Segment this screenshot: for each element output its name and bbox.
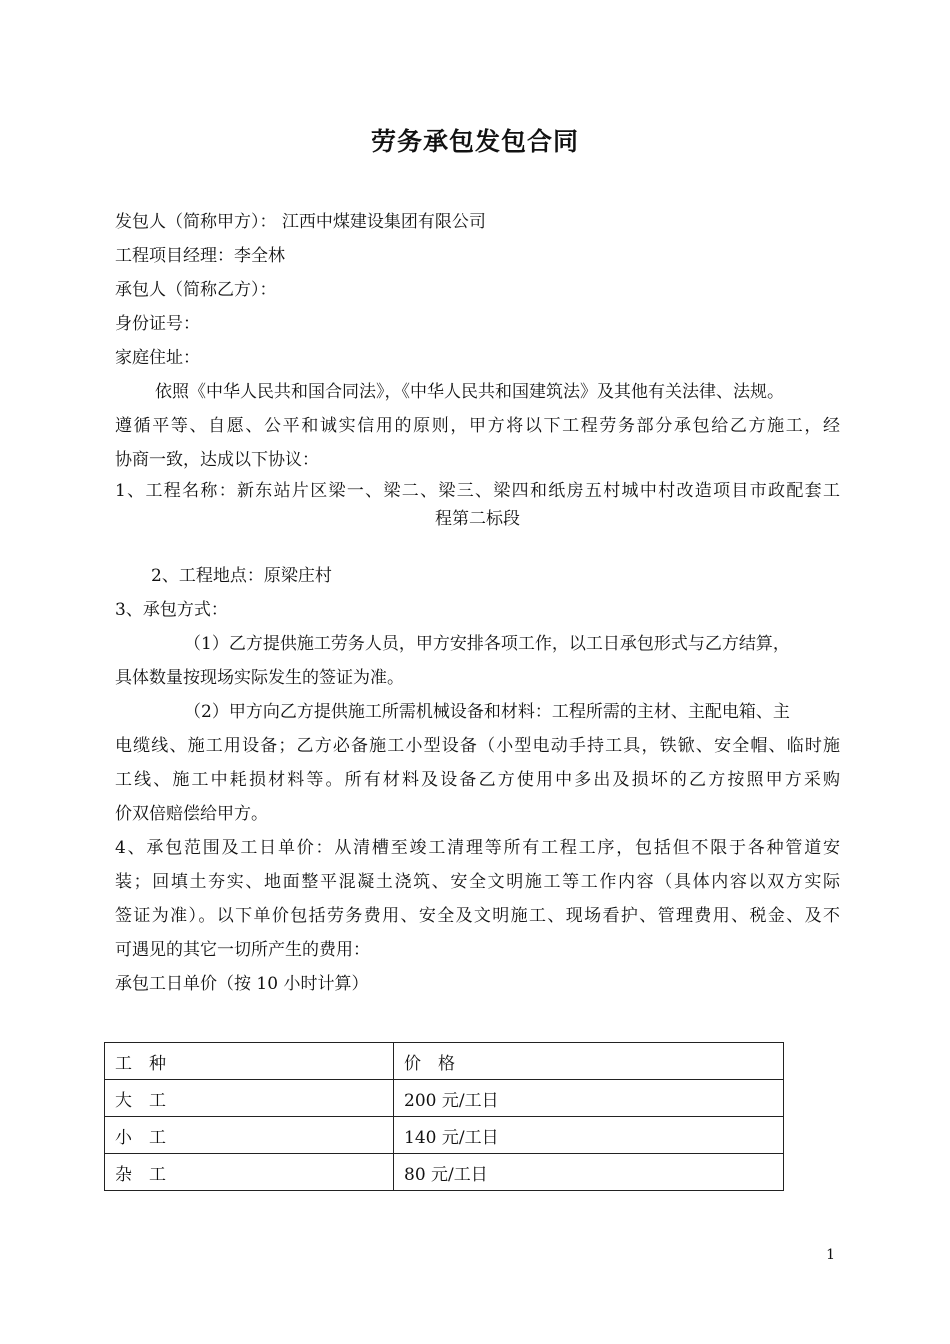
table-row [105,1154,784,1191]
table-row [105,1117,784,1154]
manager-line: 工程项目经理：李全林 [115,246,285,266]
table-header-row [105,1043,784,1080]
clause-2: 2、工程地点：原梁庄村 [151,566,332,586]
clause-3-2-line-3: 工线、施工中耗损材料等。所有材料及设备乙方使用中多出及损坏的乙方按照甲方采购 [115,770,840,790]
table-header-cell: 工 种 [105,1043,394,1080]
preamble-line-1: 依照《中华人民共和国合同法》，《中华人民共和国建筑法》及其他有关法律、法规。 [155,382,784,402]
clause-4-line-3: 签证为准）。以下单价包括劳务费用、安全及文明施工、现场看护、管理费用、税金、及不 [115,906,840,926]
table-row [105,1080,784,1117]
clause-4-line-1: 4、承包范围及工日单价：从清槽至竣工清理等所有工程工序，包括但不限于各种管道安 [115,838,840,858]
clause-3-2-line-1: （2）甲方向乙方提供施工所需机械设备和材料：工程所需的主材、主配电箱、主 [184,702,790,722]
preamble-line-2: 遵循平等、自愿、公平和诚实信用的原则，甲方将以下工程劳务部分承包给乙方施工，经 [115,416,840,436]
clause-1-line-1: 1、工程名称：新东站片区梁一、梁二、梁三、梁四和纸房五村城中村改造项目市政配套工 [115,481,840,501]
contract-body [115,205,840,1001]
table-cell-worker-type: 大 工 [105,1080,394,1117]
table-caption: 承包工日单价（按 10 小时计算） [115,974,369,994]
party-a-line: 发包人（简称甲方）： 江西中煤建设集团有限公司 [115,212,486,232]
clause-3-2-line-2: 电缆线、施工用设备；乙方必备施工小型设备（小型电动手持工具，铁锨、安全帽、临时施 [115,736,840,756]
preamble-line-3: 协商一致，达成以下协议： [115,450,319,470]
clause-1-line-2: 程第二标段 [435,509,520,529]
table-cell-price: 140 元/工日 [394,1117,784,1154]
table-cell-price: 80 元/工日 [394,1154,784,1191]
id-number-line: 身份证号： [115,314,200,334]
page-title: 劳务承包发包合同 [370,127,579,156]
clause-4-line-4: 可遇见的其它一切所产生的费用： [115,940,370,960]
party-b-line: 承包人（简称乙方）： [115,280,277,300]
address-line: 家庭住址： [115,348,200,368]
clause-4-line-2: 装；回填土夯实、地面整平混凝土浇筑、安全文明施工等工作内容（具体内容以双方实际 [115,872,840,892]
table-cell-worker-type: 小 工 [105,1117,394,1154]
table-cell-price: 200 元/工日 [394,1080,784,1117]
table-cell-worker-type: 杂 工 [105,1154,394,1191]
clause-3-1-line-1: （1）乙方提供施工劳务人员，甲方安排各项工作，以工日承包形式与乙方结算， [184,634,790,654]
clause-3-1-line-2: 具体数量按现场实际发生的签证为准。 [115,668,404,688]
clause-3-2-line-4: 价双倍赔偿给甲方。 [115,804,268,824]
page-number: 1 [826,1247,835,1263]
table-header-cell: 价 格 [394,1043,784,1080]
clause-3: 3、承包方式： [115,600,228,620]
rate-table [104,1042,784,1191]
